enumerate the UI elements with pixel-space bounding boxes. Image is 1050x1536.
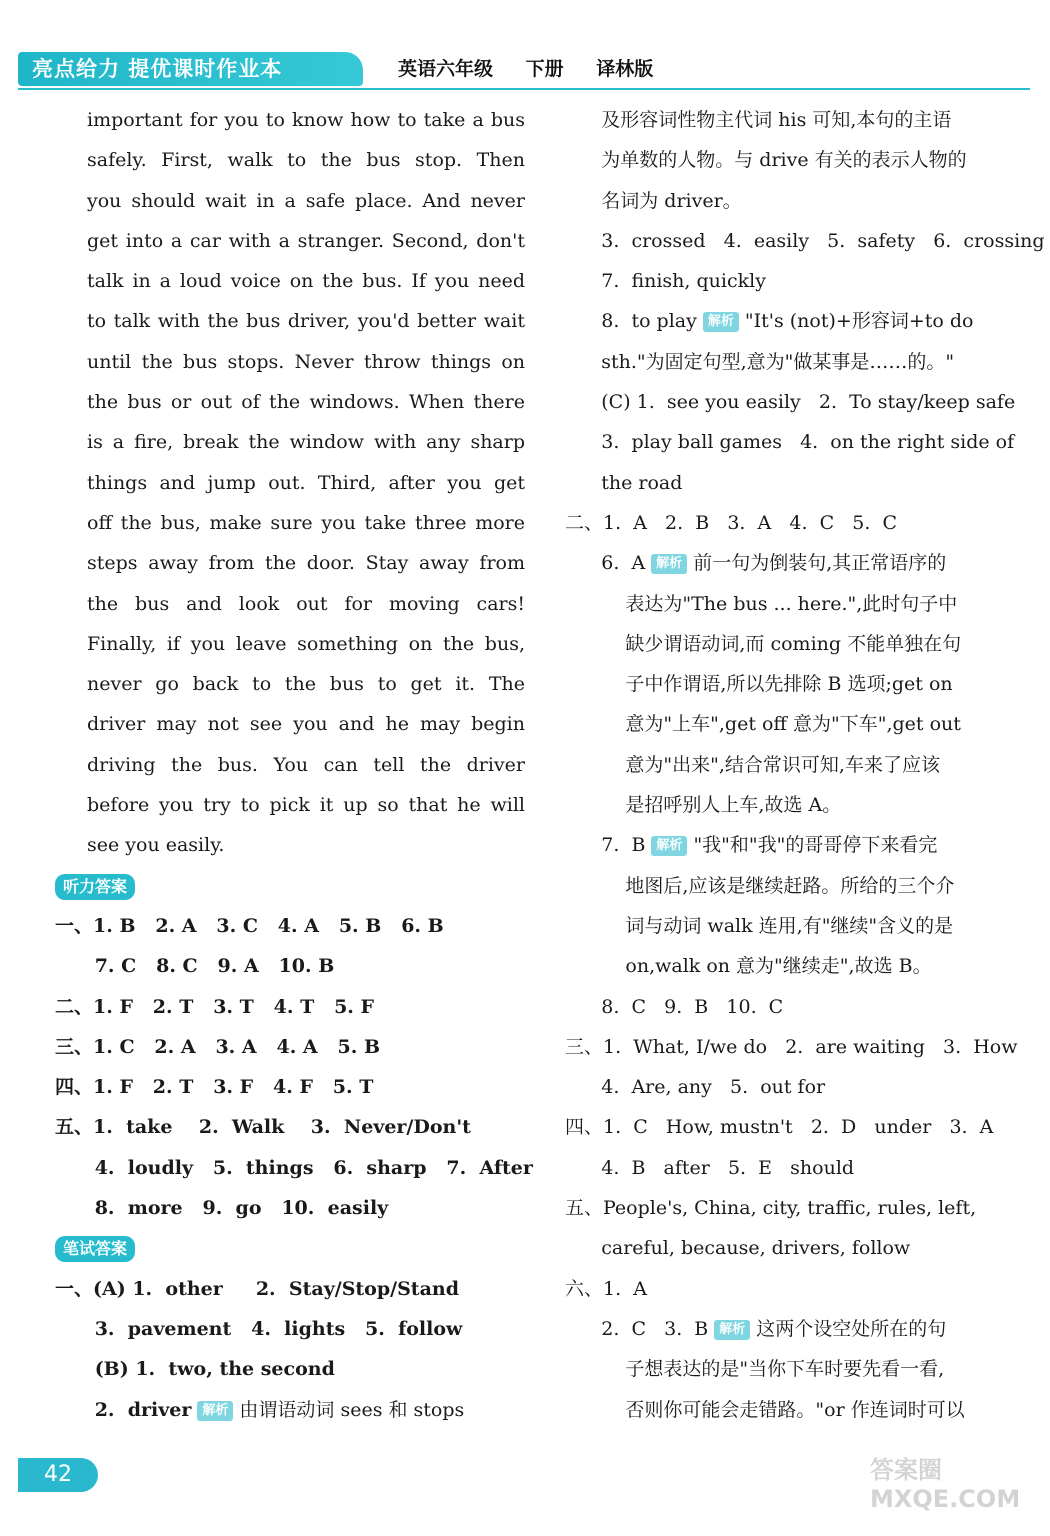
answer-line: 表达为"The bus ... here.",此时句子中 — [565, 592, 958, 615]
answer-line: 8. more 9. go 10. easily — [55, 1197, 389, 1220]
answer-line: careful, because, drivers, follow — [565, 1237, 911, 1260]
volume-label: 下册 — [525, 58, 564, 80]
written-answers-title-badge: 笔试答案 — [55, 1236, 135, 1262]
analysis-tag: 解析 — [651, 836, 687, 856]
analysis-tag: 解析 — [197, 1401, 233, 1421]
passage-line: Finally, if you leave something on the bus, — [87, 632, 525, 655]
answer-line: the road — [565, 471, 683, 494]
subject-label: 英语六年级 — [398, 58, 494, 80]
answer-line: 子中作谓语,所以先排除 B 选项;get on — [565, 673, 953, 696]
passage-line: the bus and look out for moving cars! — [87, 592, 525, 615]
passage-line: never go back to the bus to get it. The — [87, 673, 525, 696]
answer-line: 一、(A) 1. other 2. Stay/Stop/Stand — [55, 1277, 459, 1300]
answer-line: 是招呼别人上车,故选 A。 — [565, 794, 842, 817]
answer-line: 否则你可能会走错路。"or 作连词时可以 — [565, 1398, 965, 1421]
answer-line: 五、People's, China, city, traffic, rules, left, — [565, 1197, 977, 1220]
answer-line: 3. play ball games 4. on the right side of — [565, 431, 1015, 454]
analysis-text: 前一句为倒装句,其正常语序的 — [693, 552, 947, 575]
passage-line: is a fire, break the window with any sharp — [87, 431, 525, 454]
analysis-text: 由谓语动词 sees 和 stops — [239, 1398, 465, 1421]
answer-line: 名词为 driver。 — [565, 189, 742, 212]
passage-line: until the bus stops. Never throw things on — [87, 350, 525, 373]
answer-line: 6. A 解析 前一句为倒装句,其正常语序的 — [565, 552, 947, 575]
passage-line: get into a car with a stranger. Second, don't — [87, 229, 525, 252]
answer-line: 3. pavement 4. lights 5. follow — [55, 1317, 463, 1340]
answer-line: (C) 1. see you easily 2. To stay/keep safe — [565, 391, 1016, 414]
passage-line: safely. First, walk to the bus stop. Then — [87, 149, 525, 172]
book-info — [398, 52, 679, 86]
header-rule — [18, 88, 1030, 90]
watermark: 答案圈 MXQE.COM — [870, 1456, 1021, 1513]
answer-line: (B) 1. two, the second — [55, 1358, 335, 1381]
answer-line: 2. driver 解析 由谓语动词 sees 和 stops — [55, 1398, 465, 1421]
listening-answers-title-badge: 听力答案 — [55, 874, 135, 900]
passage-line: see you easily. — [87, 834, 225, 857]
answer-line: 一、1. B 2. A 3. C 4. A 5. B 6. B — [55, 914, 444, 937]
answer-line: 7. C 8. C 9. A 10. B — [55, 955, 335, 978]
answer-line: 意为"出来",结合常识可知,车来了应该 — [565, 753, 940, 776]
passage-line: driver may not see you and he may begin — [87, 713, 525, 736]
answer-line: 六、1. A — [565, 1277, 647, 1300]
analysis-tag: 解析 — [714, 1320, 750, 1340]
passage-line: to talk with the bus driver, you'd better wait — [87, 310, 525, 333]
answer-line: 4. B after 5. E should — [565, 1156, 855, 1179]
passage-line: talk in a loud voice on the bus. If you need — [87, 270, 525, 293]
answer-line: 子想表达的是"当你下车时要先看一看, — [565, 1358, 945, 1381]
answer-line: 8. to play 解析 "It's (not)+形容词+to do — [565, 310, 974, 333]
answer-line: 地图后,应该是继续赶路。所给的三个介 — [565, 874, 955, 897]
answer-line: 五、1. take 2. Walk 3. Never/Don't — [55, 1116, 471, 1139]
passage-line: you should wait in a safe place. And never — [87, 189, 525, 212]
left-column — [55, 100, 533, 1430]
page-header — [18, 52, 1030, 90]
answer-line: 三、1. C 2. A 3. A 4. A 5. B — [55, 1035, 381, 1058]
answer-line: sth."为固定句型,意为"做某事是……的。" — [565, 350, 955, 373]
passage-line: steps away from the door. Stay away from — [87, 552, 525, 575]
answer-line: 二、1. A 2. B 3. A 4. C 5. C — [565, 511, 897, 534]
passage-line: important for you to know how to take a bus — [87, 109, 525, 131]
answer-line: 二、1. F 2. T 3. T 4. T 5. F — [55, 995, 375, 1018]
answer-line: 7. finish, quickly — [565, 270, 766, 293]
written-answers-title — [55, 1228, 525, 1268]
answer-line: 2. C 3. B 解析 这两个设空处所在的句 — [565, 1317, 947, 1340]
analysis-tag: 解析 — [703, 312, 739, 332]
edition-label: 译林版 — [596, 58, 654, 80]
answer-line: 4. Are, any 5. out for — [565, 1076, 826, 1099]
answer-line: on,walk on 意为"继续走",故选 B。 — [565, 955, 932, 978]
answer-line: 8. C 9. B 10. C — [565, 995, 784, 1018]
brand-banner: 亮点给力 提优课时作业本 — [18, 52, 363, 86]
passage-line: before you try to pick it up so that he will — [87, 794, 525, 817]
passage-line: off the bus, make sure you take three more — [87, 511, 525, 534]
analysis-text: "It's (not)+形容词+to do — [744, 310, 974, 333]
answer-line: 为单数的人物。与 drive 有关的表示人物的 — [565, 149, 967, 172]
analysis-text: 这两个设空处所在的句 — [756, 1317, 947, 1340]
right-column — [565, 100, 1045, 1430]
passage-line: driving the bus. You can tell the driver — [87, 753, 525, 776]
answer-line: 缺少谓语动词,而 coming 不能单独在句 — [565, 632, 962, 655]
answer-line: 7. B 解析 "我"和"我"的哥哥停下来看完 — [565, 834, 938, 857]
answer-line: 三、1. What, I/we do 2. are waiting 3. How — [565, 1035, 1018, 1058]
answer-line: 意为"上车",get off 意为"下车",get out — [565, 713, 961, 736]
analysis-tag: 解析 — [651, 554, 687, 574]
answer-line: 四、1. F 2. T 3. F 4. F 5. T — [55, 1076, 374, 1099]
listening-answers-title — [55, 866, 525, 906]
answer-line: 及形容词性物主代词 his 可知,本句的主语 — [565, 109, 952, 131]
answer-line: 4. loudly 5. things 6. sharp 7. After — [55, 1156, 533, 1179]
answer-line: 3. crossed 4. easily 5. safety 6. crossing — [565, 229, 1045, 252]
passage-line: the bus or out of the windows. When there — [87, 391, 525, 414]
passage-line: things and jump out. Third, after you get — [87, 471, 525, 494]
answer-line: 词与动词 walk 连用,有"继续"含义的是 — [565, 914, 954, 937]
page-number: 42 — [18, 1458, 98, 1492]
answer-line: 四、1. C How, mustn't 2. D under 3. A — [565, 1116, 994, 1139]
analysis-text: "我"和"我"的哥哥停下来看完 — [693, 834, 938, 857]
